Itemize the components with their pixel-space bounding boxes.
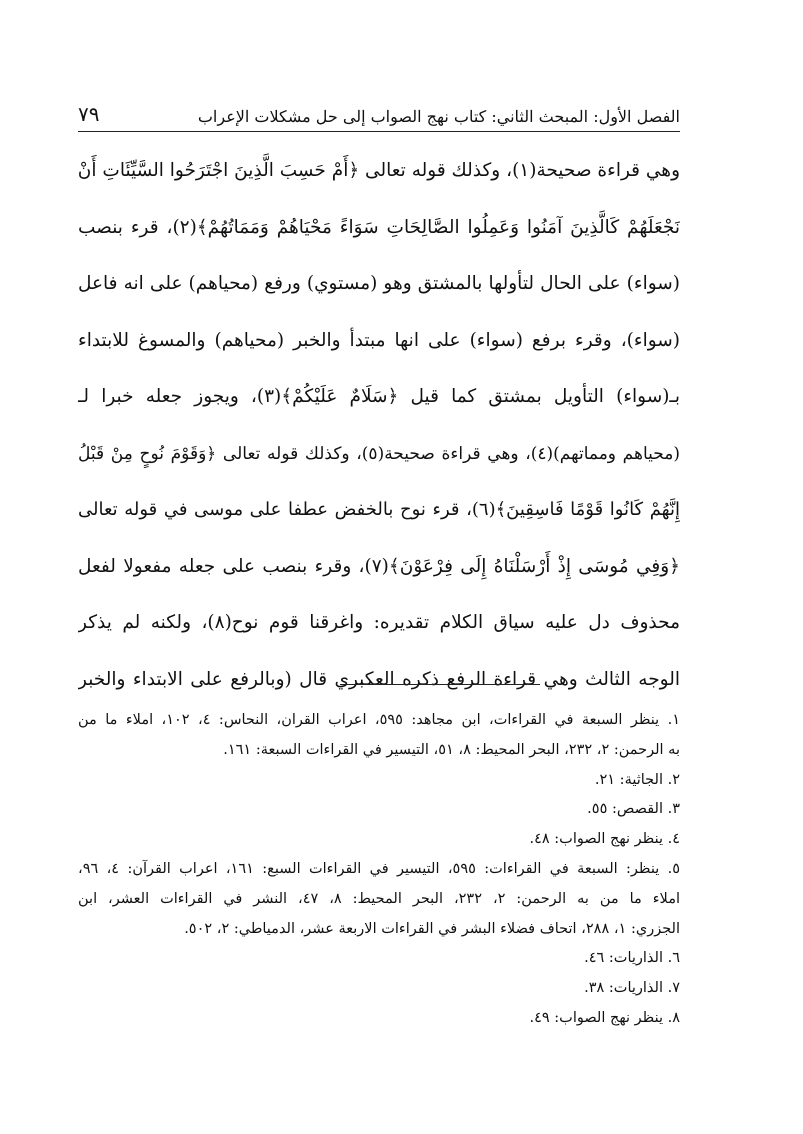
footnote-line: ٥. ينظر: السبعة في القراءات: ٥٩٥، التيسير في القراءات السبع: ١٦١، اعراب القرآن: ٤، ٩٦، — [78, 860, 680, 877]
footnote-line: به الرحمن: ٢، ٢٣٢، البحر المحيط: ٨، ٥١، التيسير في القراءات السبعة: ١٦١. — [223, 741, 680, 758]
body-line: محذوف دل عليه سياق الكلام تقديره: واغرقنا قوم نوح(٨)، ولكنه لم يذكر — [78, 612, 680, 633]
body-line: (محياهم ومماتهم)(٤)، وهي قراءة صحيحة(٥)، وكذلك قوله تعالى ﴿وَقَوْمَ نُوحٍ مِنْ قَبْلُ — [78, 443, 680, 464]
body-line: بـ(سواء) التأويل بمشتق كما قيل ﴿سَلَامٌ عَلَيْكُمْ﴾(٣)، ويجوز جعله خبرا لـ — [78, 386, 680, 407]
running-header — [78, 92, 680, 126]
footnote-line: ٦. الذاريات: ٤٦. — [584, 950, 680, 967]
footnote-line: ٢. الجاثية: ٢١. — [594, 771, 680, 788]
footnote-line: ٤. ينظر نهج الصواب: ٤٨. — [529, 831, 680, 848]
body-line: إِنَّهُمْ كَانُوا قَوْمًا فَاسِقِينَ﴾(٦)، قرء نوح بالخفض عطفا على موسى في قوله تعالى — [78, 499, 680, 520]
body-line: ﴿وَفِي مُوسَى إِذْ أَرْسَلْنَاهُ إِلَى فِرْعَوْنَ﴾(٧)، وقرء بنصب على جعله مفعولا لفعل — [78, 555, 680, 577]
footnote-line: ٣. القصص: ٥٥. — [587, 801, 680, 818]
footnote-line: ٨. ينظر نهج الصواب: ٤٩. — [529, 1009, 680, 1026]
footnote-line: الجزري: ١، ٢٨٨، اتحاف فضلاء البشر في القراءات الاربعة عشر، الدمياطي: ٢، ٥٠٢. — [184, 920, 680, 937]
header-rule — [78, 131, 680, 132]
page-number: ٧٩ — [78, 102, 100, 126]
footnotes — [78, 706, 680, 1034]
footnote-separator — [340, 684, 540, 685]
running-title: الفصل الأول: المبحث الثاني: كتاب نهج الصواب إلى حل مشكلات الإعراب — [197, 107, 680, 126]
footnote-line: ٧. الذاريات: ٣٨. — [584, 980, 680, 997]
body-line: (سواء)، وقرء برفع (سواء) على انها مبتدأ والخبر (محياهم) والمسوغ للابتداء — [78, 329, 680, 351]
footnote-line: ١. ينظر السبعة في القراءات، ابن مجاهد: ٥٩٥، اعراب القران، النحاس: ٤، ١٠٢، املاء ما من — [78, 712, 680, 728]
body-text — [78, 143, 680, 708]
body-line: نَجْعَلَهُمْ كَالَّذِينَ آمَنُوا وَعَمِلُوا الصَّالِحَاتِ سَوَاءً مَحْيَاهُمْ وَمَمَاتُهُمْ﴾(٢)، قرء بنصب — [78, 216, 680, 238]
body-line: وهي قراءة صحيحة(١)، وكذلك قوله تعالى ﴿أَمْ حَسِبَ الَّذِينَ اجْتَرَحُوا السَّيِّئَاتِ أَنْ — [78, 160, 680, 181]
footnote-line: املاء ما من به الرحمن: ٢، ٢٣٢، البحر المحيط: ٨، ٤٧، النشر في القراءات العشر، ابن — [78, 890, 680, 907]
body-line: (سواء) على الحال لتأولها بالمشتق وهو (مستوي) ورفع (محياهم) على انه فاعل — [78, 273, 680, 294]
body-line: الوجه الثالث وهي قراءة الرفع ذكره العكبري قال (وبالرفع على الابتداء والخبر — [78, 668, 680, 690]
